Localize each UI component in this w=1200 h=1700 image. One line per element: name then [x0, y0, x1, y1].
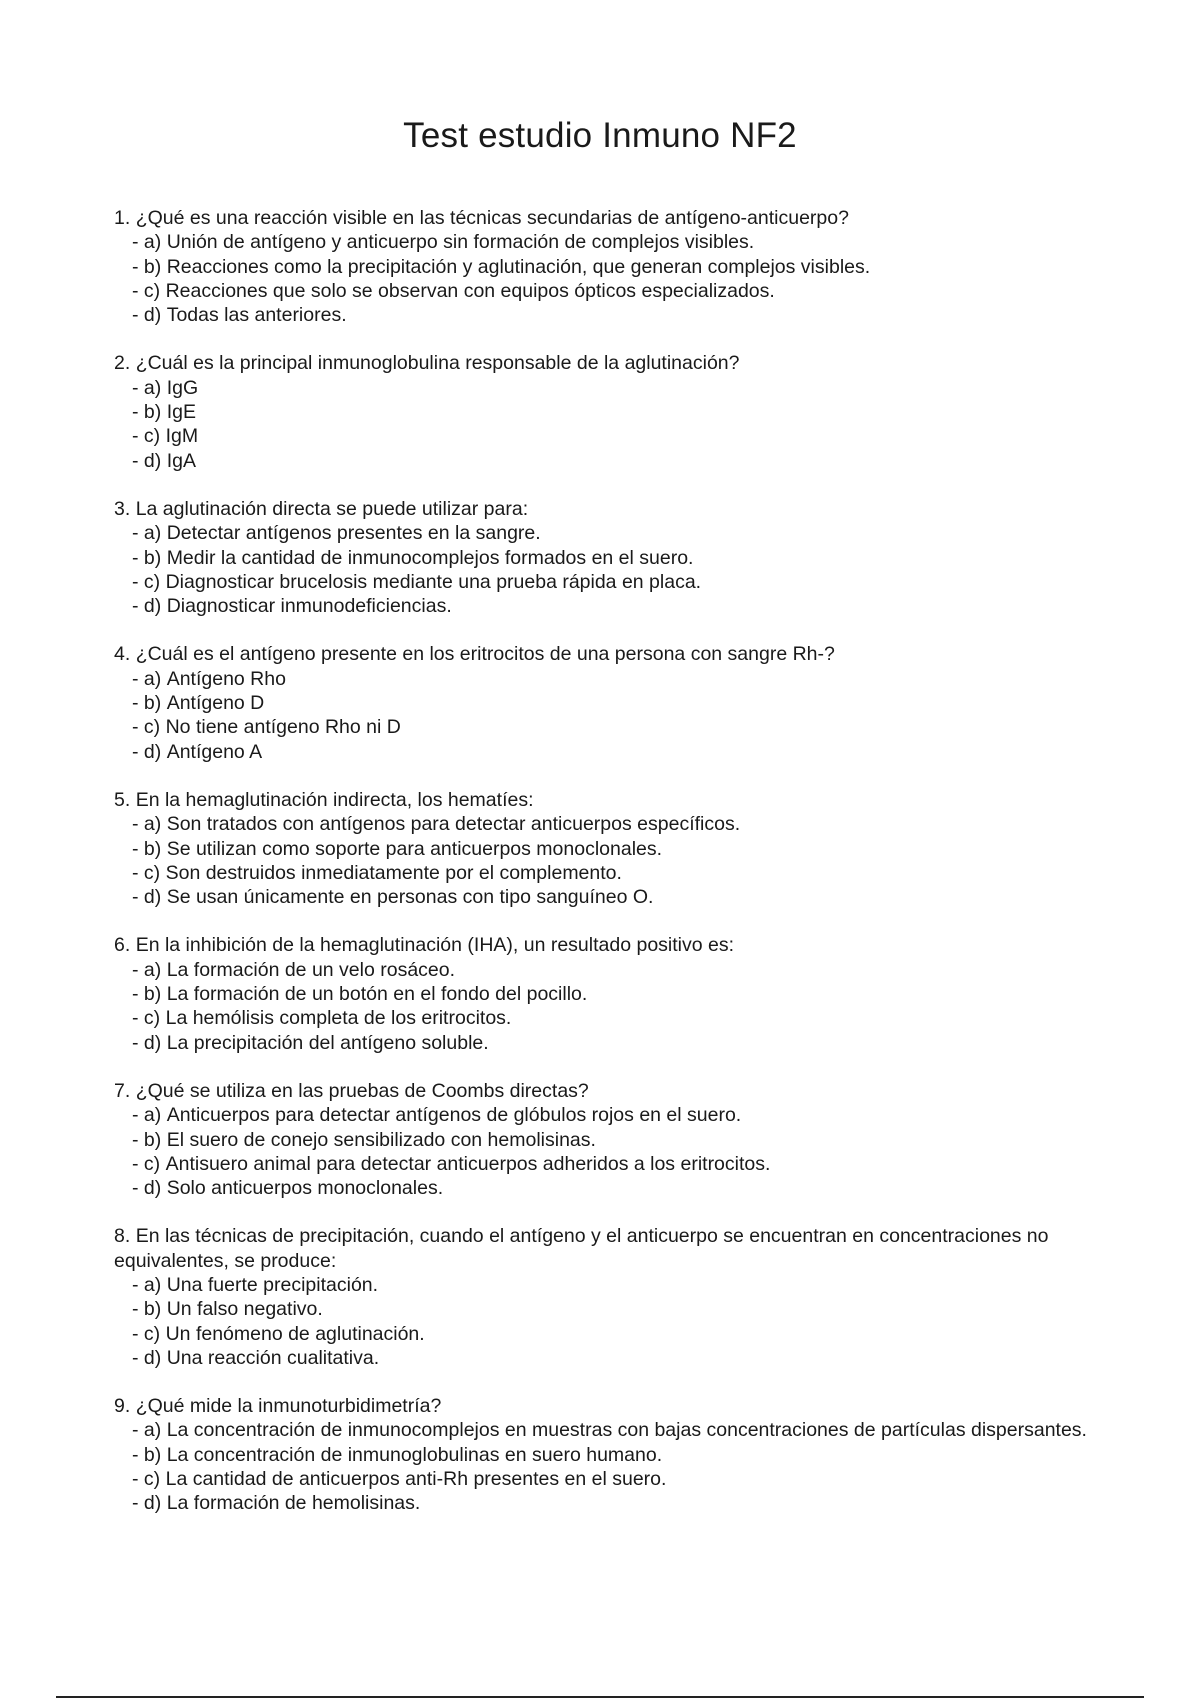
option-text: Un falso negativo.: [166, 1298, 323, 1321]
question-prompt: ¿Qué mide la inmunoturbidimetría?: [135, 1395, 442, 1418]
option-c: [114, 279, 1114, 303]
option-text: Antígeno Rho: [166, 667, 286, 690]
option-d: [114, 1346, 1114, 1370]
question-text: [114, 206, 1114, 230]
question-prompt: ¿Cuál es el antígeno presente en los eritrocitos de una persona con sangre Rh-?: [135, 643, 835, 666]
option-letter: d): [143, 740, 162, 763]
option-bullet: -: [132, 1492, 144, 1515]
option-d: [114, 1176, 1114, 1200]
option-bullet: -: [132, 1273, 144, 1296]
option-bullet: -: [132, 376, 144, 399]
option-bullet: -: [132, 1468, 144, 1491]
option-text: Reacciones como la precipitación y aglutinación, que generan complejos visibles.: [166, 255, 871, 278]
option-text: La formación de un botón en el fondo del pocillo.: [166, 983, 588, 1006]
option-letter: c): [143, 425, 161, 448]
option-d: [114, 449, 1114, 473]
option-text: Solo anticuerpos monoclonales.: [166, 1177, 444, 1200]
option-a: [114, 1273, 1114, 1297]
option-bullet: -: [132, 716, 144, 739]
option-bullet: -: [132, 958, 144, 981]
option-bullet: -: [132, 570, 144, 593]
option-list: [114, 1103, 1114, 1200]
option-text: La concentración de inmunocomplejos en muestras con bajas concentraciones de partículas dispersantes.: [166, 1419, 1087, 1442]
option-text: Antisuero animal para detectar anticuerpos adheridos a los eritrocitos.: [165, 1152, 771, 1175]
option-letter: a): [143, 813, 162, 836]
option-letter: c): [143, 1468, 161, 1491]
option-bullet: -: [132, 692, 144, 715]
option-a: [114, 812, 1114, 836]
option-bullet: -: [132, 1419, 144, 1442]
question-9: [114, 1394, 1114, 1515]
option-bullet: -: [132, 546, 144, 569]
option-text: La formación de hemolisinas.: [166, 1492, 421, 1515]
option-letter: d): [143, 886, 162, 909]
option-bullet: -: [132, 1031, 144, 1054]
question-number: 3.: [114, 497, 131, 520]
option-list: [114, 667, 1114, 764]
option-text: El suero de conejo sensibilizado con hemolisinas.: [166, 1128, 596, 1151]
option-bullet: -: [132, 886, 144, 909]
option-c: [114, 861, 1114, 885]
option-list: [114, 812, 1114, 909]
option-letter: b): [143, 692, 162, 715]
question-text: [114, 1224, 1114, 1273]
option-a: [114, 1418, 1114, 1442]
question-7: [114, 1079, 1114, 1200]
option-c: [114, 1467, 1114, 1491]
question-number: 6.: [114, 934, 131, 957]
option-letter: b): [143, 546, 162, 569]
option-bullet: -: [132, 1128, 144, 1151]
option-bullet: -: [132, 304, 144, 327]
option-c: [114, 1322, 1114, 1346]
question-prompt: ¿Qué es una reacción visible en las técnicas secundarias de antígeno-anticuerpo?: [135, 207, 849, 229]
option-bullet: -: [132, 1104, 144, 1127]
option-bullet: -: [132, 231, 144, 254]
option-list: [114, 376, 1114, 473]
question-5: [114, 788, 1114, 909]
option-text: IgA: [166, 449, 196, 472]
option-bullet: -: [132, 1346, 144, 1369]
option-b: [114, 400, 1114, 424]
option-text: Se utilizan como soporte para anticuerpos monoclonales.: [166, 837, 663, 860]
option-letter: c): [143, 716, 161, 739]
option-a: [114, 376, 1114, 400]
option-a: [114, 230, 1114, 254]
option-letter: a): [143, 1104, 162, 1127]
option-bullet: -: [132, 595, 144, 618]
option-text: La formación de un velo rosáceo.: [166, 958, 456, 981]
option-bullet: -: [132, 401, 144, 424]
option-bullet: -: [132, 279, 144, 302]
option-a: [114, 1103, 1114, 1127]
question-text: [114, 351, 1114, 375]
question-text: [114, 1394, 1114, 1418]
question-prompt: ¿Cuál es la principal inmunoglobulina responsable de la aglutinación?: [135, 352, 740, 375]
option-letter: a): [143, 231, 162, 254]
option-letter: a): [143, 376, 162, 399]
option-bullet: -: [132, 1443, 144, 1466]
option-b: [114, 546, 1114, 570]
option-d: [114, 303, 1114, 327]
option-a: [114, 521, 1114, 545]
option-b: [114, 1297, 1114, 1321]
question-list: [114, 206, 1114, 1540]
question-prompt: En las técnicas de precipitación, cuando el antígeno y el anticuerpo se encuentran en concentraciones no equivalentes, se produce:: [114, 1225, 1049, 1272]
option-list: [114, 958, 1114, 1055]
option-list: [114, 1418, 1114, 1515]
option-text: Anticuerpos para detectar antígenos de glóbulos rojos en el suero.: [166, 1104, 742, 1127]
option-letter: b): [143, 1128, 162, 1151]
option-text: Todas las anteriores.: [166, 304, 347, 327]
footer-divider: [56, 1696, 1144, 1698]
option-letter: b): [143, 1443, 162, 1466]
option-b: [114, 982, 1114, 1006]
option-letter: a): [143, 1273, 162, 1296]
option-bullet: -: [132, 1298, 144, 1321]
option-a: [114, 958, 1114, 982]
option-a: [114, 667, 1114, 691]
option-letter: b): [143, 837, 162, 860]
question-2: [114, 351, 1114, 472]
option-text: IgM: [165, 425, 199, 448]
option-text: Antígeno D: [166, 692, 265, 715]
option-b: [114, 255, 1114, 279]
question-1: [114, 206, 1114, 327]
option-letter: d): [143, 595, 162, 618]
option-c: [114, 424, 1114, 448]
option-bullet: -: [132, 667, 144, 690]
option-c: [114, 1152, 1114, 1176]
option-bullet: -: [132, 1322, 144, 1345]
question-text: [114, 933, 1114, 957]
option-letter: d): [143, 1346, 162, 1369]
question-number: 1.: [114, 207, 131, 229]
option-bullet: -: [132, 740, 144, 763]
option-letter: c): [143, 279, 161, 302]
question-prompt: En la hemaglutinación indirecta, los hematíes:: [135, 788, 534, 811]
option-letter: b): [143, 401, 162, 424]
option-text: Unión de antígeno y anticuerpo sin formación de complejos visibles.: [166, 231, 755, 254]
option-list: [114, 1273, 1114, 1370]
question-text: [114, 1079, 1114, 1103]
option-text: La concentración de inmunoglobulinas en suero humano.: [166, 1443, 663, 1466]
option-letter: a): [143, 958, 162, 981]
option-d: [114, 594, 1114, 618]
option-b: [114, 691, 1114, 715]
option-bullet: -: [132, 255, 144, 278]
option-text: Diagnosticar inmunodeficiencias.: [166, 595, 452, 618]
option-letter: a): [143, 522, 162, 545]
option-text: La precipitación del antígeno soluble.: [166, 1031, 489, 1054]
option-text: La cantidad de anticuerpos anti-Rh presentes en el suero.: [165, 1468, 667, 1491]
option-b: [114, 1128, 1114, 1152]
option-text: Se usan únicamente en personas con tipo sanguíneo O.: [166, 886, 654, 909]
option-text: Son tratados con antígenos para detectar anticuerpos específicos.: [166, 813, 741, 836]
option-bullet: -: [132, 522, 144, 545]
option-c: [114, 1006, 1114, 1030]
question-3: [114, 497, 1114, 618]
option-letter: a): [143, 667, 162, 690]
option-text: Son destruidos inmediatamente por el complemento.: [165, 861, 622, 884]
option-letter: d): [143, 1492, 162, 1515]
option-text: IgG: [166, 376, 199, 399]
option-text: IgE: [166, 401, 196, 424]
option-letter: c): [143, 1007, 161, 1030]
option-list: [114, 230, 1114, 327]
option-text: Reacciones que solo se observan con equipos ópticos especializados.: [165, 279, 775, 302]
question-number: 9.: [114, 1395, 131, 1418]
option-text: Detectar antígenos presentes en la sangre.: [166, 522, 541, 545]
question-text: [114, 642, 1114, 666]
option-bullet: -: [132, 1177, 144, 1200]
option-letter: c): [143, 1152, 161, 1175]
option-letter: d): [143, 1031, 162, 1054]
option-d: [114, 885, 1114, 909]
document-title: Test estudio Inmuno NF2: [403, 116, 797, 155]
question-number: 8.: [114, 1225, 131, 1248]
question-number: 2.: [114, 352, 131, 375]
question-8: [114, 1224, 1114, 1370]
option-bullet: -: [132, 813, 144, 836]
question-6: [114, 933, 1114, 1054]
question-number: 7.: [114, 1079, 131, 1102]
question-text: [114, 788, 1114, 812]
option-text: Diagnosticar brucelosis mediante una prueba rápida en placa.: [165, 570, 702, 593]
option-c: [114, 715, 1114, 739]
option-letter: d): [143, 304, 162, 327]
option-letter: a): [143, 1419, 162, 1442]
option-bullet: -: [132, 1152, 144, 1175]
option-letter: c): [143, 861, 161, 884]
option-bullet: -: [132, 449, 144, 472]
option-text: La hemólisis completa de los eritrocitos.: [165, 1007, 512, 1030]
option-bullet: -: [132, 861, 144, 884]
option-letter: b): [143, 255, 162, 278]
question-4: [114, 642, 1114, 763]
option-text: No tiene antígeno Rho ni D: [165, 716, 401, 739]
option-text: Una fuerte precipitación.: [166, 1273, 379, 1296]
option-bullet: -: [132, 425, 144, 448]
question-number: 4.: [114, 643, 131, 666]
option-text: Antígeno A: [166, 740, 263, 763]
question-prompt: La aglutinación directa se puede utilizar para:: [135, 497, 529, 520]
option-text: Un fenómeno de aglutinación.: [165, 1322, 425, 1345]
option-b: [114, 837, 1114, 861]
option-b: [114, 1443, 1114, 1467]
option-letter: b): [143, 1298, 162, 1321]
option-text: Medir la cantidad de inmunocomplejos formados en el suero.: [166, 546, 694, 569]
option-letter: c): [143, 1322, 161, 1345]
option-bullet: -: [132, 983, 144, 1006]
option-letter: c): [143, 570, 161, 593]
option-c: [114, 570, 1114, 594]
option-list: [114, 521, 1114, 618]
question-prompt: En la inhibición de la hemaglutinación (IHA), un resultado positivo es:: [135, 934, 735, 957]
option-d: [114, 1031, 1114, 1055]
question-number: 5.: [114, 788, 131, 811]
question-text: [114, 497, 1114, 521]
option-text: Una reacción cualitativa.: [166, 1346, 380, 1369]
option-bullet: -: [132, 1007, 144, 1030]
option-letter: b): [143, 983, 162, 1006]
option-bullet: -: [132, 837, 144, 860]
question-prompt: ¿Qué se utiliza en las pruebas de Coombs directas?: [135, 1079, 589, 1102]
option-letter: d): [143, 449, 162, 472]
option-d: [114, 1491, 1114, 1515]
option-d: [114, 740, 1114, 764]
option-letter: d): [143, 1177, 162, 1200]
